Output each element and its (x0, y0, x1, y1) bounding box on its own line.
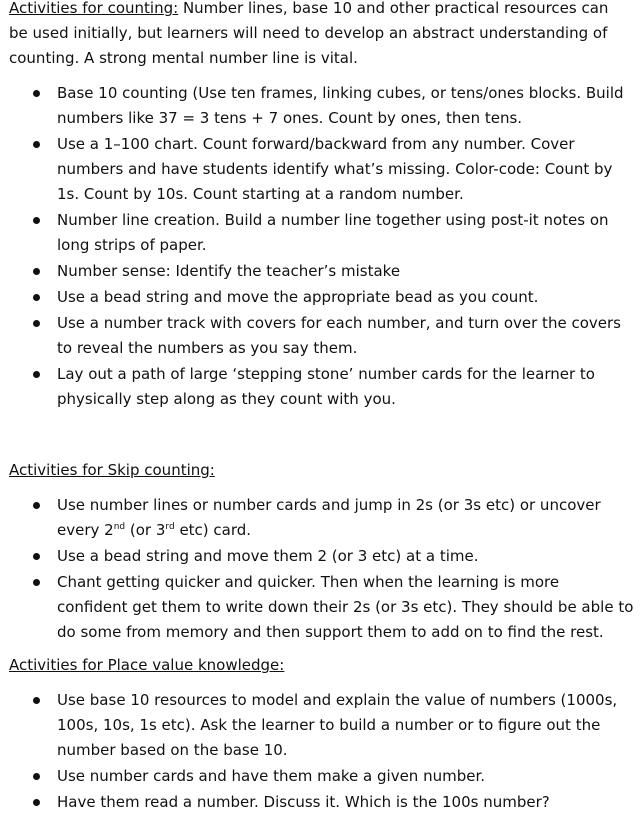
counting-list (0, 81, 640, 412)
skip-heading: Activities for Skip counting: (9, 461, 215, 479)
list-item: Number line creation. Build a number line together using post-it notes on long strips of paper. (0, 208, 640, 258)
list-item: Number sense: Identify the teacher’s mistake (0, 259, 640, 284)
skip-list (0, 493, 640, 645)
list-item: Base 10 counting (Use ten frames, linking cubes, or tens/ones blocks. Build numbers like 37 = 3 tens + 7 ones. Count by ones, then tens. (0, 81, 640, 131)
list-item: Use a number track with covers for each number, and turn over the covers to reveal the numbers as you say them. (0, 311, 640, 361)
place-value-heading: Activities for Place value knowledge: (9, 656, 285, 674)
list-item: Use base 10 resources to model and explain the value of numbers (1000s, 100s, 10s, 1s etc). Ask the learner to build a number or to figure out the number based on the base 10. (0, 688, 640, 763)
list-item: Chant getting quicker and quicker. Then when the learning is more confident get them to write down their 2s (or 3s etc). They should be able to do some from memory and then support them to add on to find the rest. (0, 570, 640, 645)
counting-intro-text: Number lines, base 10 and other practical resources can be used initially, but learners will need to develop an abstract understanding of counting. A strong mental number line is vital. (9, 0, 609, 67)
bullet-icon (33, 553, 40, 560)
place-value-list (0, 688, 640, 815)
list-item: Use number lines or number cards and jump in 2s (or 3s etc) or uncover every 2nd (or 3rd etc) card. (0, 493, 640, 543)
list-item: Use number cards and have them make a given number. (0, 764, 640, 789)
bullet-icon (33, 217, 40, 224)
place-value-heading-paragraph (0, 653, 640, 678)
list-item: Use a bead string and move the appropriate bead as you count. (0, 285, 640, 310)
bullet-icon (33, 502, 40, 509)
bullet-icon (33, 141, 40, 148)
bullet-icon (33, 90, 40, 97)
bullet-icon (33, 371, 40, 378)
list-item: Use a 1–100 chart. Count forward/backward from any number. Cover numbers and have students identify what’s missing. Color-code: Count by 1s. Count by 10s. Count starting at a random number. (0, 132, 640, 207)
skip-heading-paragraph (0, 458, 640, 483)
counting-intro-paragraph (0, 0, 640, 71)
counting-heading: Activities for counting: (9, 0, 179, 17)
bullet-icon (33, 799, 40, 806)
list-item: Use a bead string and move them 2 (or 3 etc) at a time. (0, 544, 640, 569)
bullet-icon (33, 320, 40, 327)
bullet-icon (33, 697, 40, 704)
bullet-icon (33, 268, 40, 275)
bullet-icon (33, 294, 40, 301)
bullet-icon (33, 579, 40, 586)
list-item: Lay out a path of large ‘stepping stone’ number cards for the learner to physically step along as they count with you. (0, 362, 640, 412)
bullet-icon (33, 773, 40, 780)
list-item: Have them read a number. Discuss it. Which is the 100s number? (0, 790, 640, 815)
